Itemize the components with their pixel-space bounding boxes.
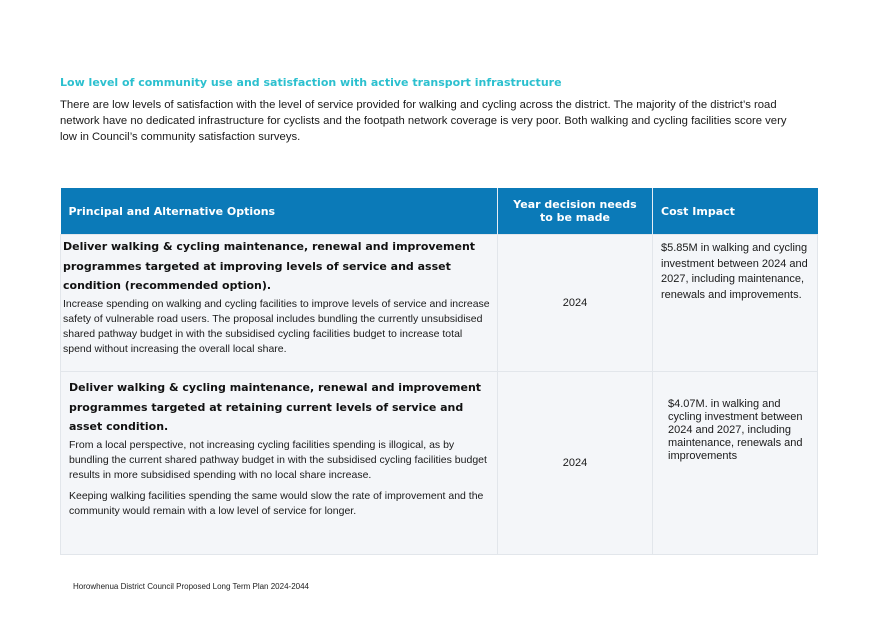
page-footer: Horowhenua District Council Proposed Long Term Plan 2024-2044 [73,582,309,591]
table-row [61,372,818,555]
option-description: From a local perspective, not increasing cycling facilities spending is illogical, as by bundling the current shared pathway budget in with the subsidised cycling facilities budget results in more subsidised spending with no local share increase. [69,438,487,481]
cost-cell: $4.07M. in walking and cycling investment between 2024 and 2027, including maintenance, renewals and improvements [653,372,818,555]
options-table [60,188,818,555]
header-year: Year decision needs to be made [498,188,653,235]
table-row [61,235,818,372]
year-cell: 2024 [498,235,653,372]
header-cost: Cost Impact [653,188,818,235]
option-cell [61,372,498,555]
option-cell [61,235,498,372]
intro-paragraph: There are low levels of satisfaction with the level of service provided for walking and cycling across the district. The majority of the district’s road network have no dedicated infrastructure for cyclists and the footpath network coverage is very poor. Both walking and cycling facilities score very low in Council’s community satisfaction surveys. [60,99,787,143]
option-description-extra: Keeping walking facilities spending the same would slow the rate of improvement and the community would remain with a low level of service for longer. [69,489,484,517]
header-options: Principal and Alternative Options [61,188,498,235]
option-title: Deliver walking & cycling maintenance, renewal and improvement programmes targeted at improving levels of service and asset condition (recommended option). [63,240,476,292]
option-description: Increase spending on walking and cycling facilities to improve levels of service and increase safety of vulnerable road users. The proposal includes bundling the currently unsubsidised shared pathway budget in with the subsidised cycling facilities budget to increase total spend without increasing the overall local share. [63,297,490,355]
cost-cell: $5.85M in walking and cycling investment between 2024 and 2027, including maintenance, renewals and improvements. [653,235,818,372]
section-heading: Low level of community use and satisfaction with active transport infrastructure [60,76,562,89]
table-header-row [61,188,818,235]
option-title: Deliver walking & cycling maintenance, renewal and improvement programmes targeted at retaining current levels of service and asset condition. [69,381,482,433]
year-cell: 2024 [498,372,653,555]
